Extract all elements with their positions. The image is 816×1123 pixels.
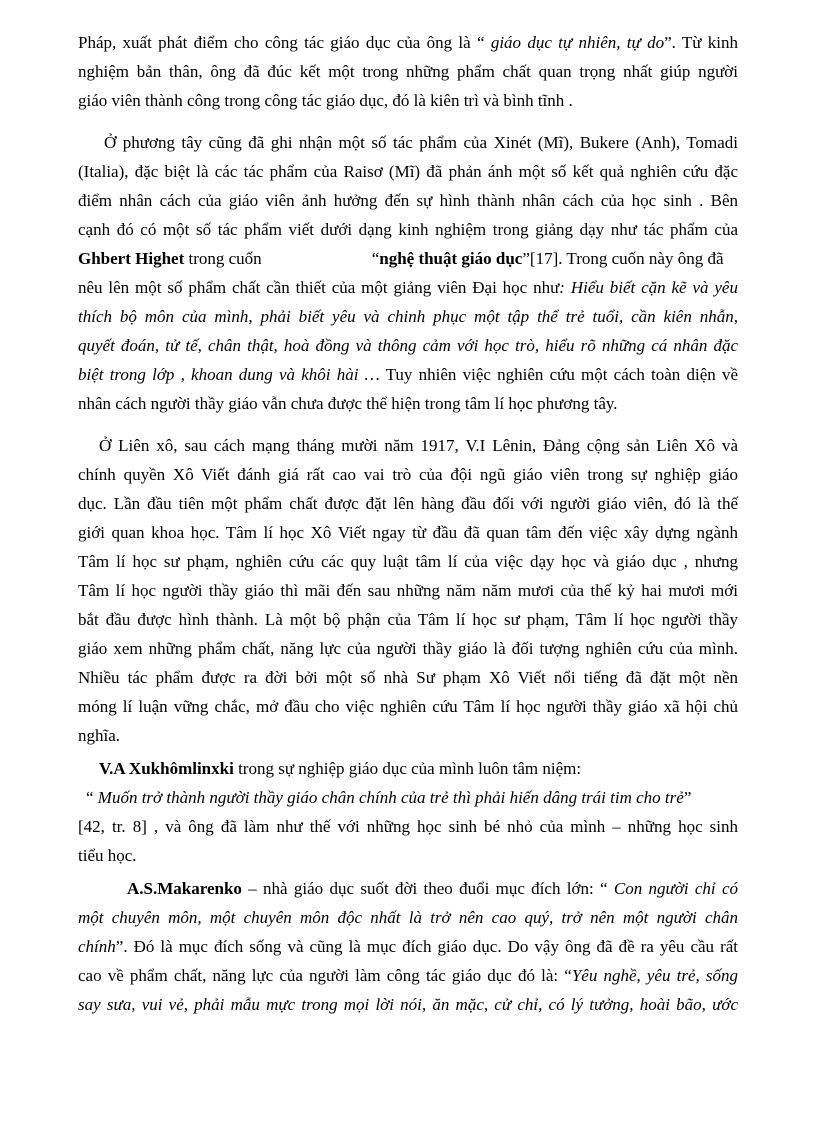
paragraph-3-line-10: móng lí luận vững chắc, mở đầu cho việc nghiên cứu Tâm lí học người thầy giáo xã hội chủ [78,697,738,716]
paragraph-2-line-2: (Italia), đặc biệt là các tác phẩm của Raisơ (Mĩ) đã phản ánh một số kết quả nghiên cứu đặc [78,162,738,181]
text-run: cao về phẩm chất, năng lực của người làm công tác giáo dục đó là: “ [78,966,572,985]
text-run: trong cuốn [184,249,262,268]
italic-quote: chính [78,937,116,956]
paragraph-3-line-3: dục. Lần đầu tiên một phẩm chất được đặt lên hàng đầu đối với người giáo viên, đó là thế [78,494,738,513]
paragraph-3-line-9: Nhiều tác phẩm được ra đời bởi một số nhà Sư phạm Xô Viết nổi tiếng đã đặt một nền [78,668,738,687]
author-name: V.A Xukhômlinxki [99,759,234,778]
paragraph-4-line-3: [42, tr. 8] , và ông đã làm như thế với những học sinh bé nhỏ của mình – những học sinh [78,817,738,836]
italic-quote: Yêu nghề, yêu trẻ, sống [571,966,739,985]
author-name: A.S.Makarenko [127,879,242,898]
paragraph-2-line-7: thích bộ môn của mình, phải biết yêu và chinh phục một tập thể trẻ tuổi, cần kiên nhẫn, [78,307,738,326]
italic-quote: Con người chỉ có [613,879,738,898]
paragraph-2-line-3: điểm nhân cách của giáo viên ảnh hưởng đến sự hình thành nhân cách của học sinh . Bên [78,191,738,210]
text-run: Tuy nhiên việc nghiên cứu một cách toàn diện về [379,365,738,384]
paragraph-4-line-4: tiểu học. [78,846,137,865]
text-run: – nhà giáo dục suốt đời theo đuổi mục đích lớn: “ [241,879,614,898]
paragraph-2-line-5 [78,245,738,273]
paragraph-2-line-4: cạnh đó có một số tác phẩm viết dưới dạng kinh nghiệm trong giảng dạy như tác phẩm của [78,220,738,239]
paragraph-3-line-1: Ở Liên xô, sau cách mạng tháng mười năm 1917, V.I Lênin, Đảng cộng sản Liên Xô và [99,436,738,455]
paragraph-1-line-1 [78,29,738,57]
paragraph-3-line-8: giáo xem những phẩm chất, năng lực của người thầy giáo là đối tượng nghiên cứu của mình. [78,639,738,658]
italic-quote: giáo dục tự nhiên, tự do [490,33,665,52]
paragraph-3-line-5: Tâm lí học sư phạm, nghiên cứu các quy luật tâm lí của việc dạy học và giáo dục , nhưng [78,552,738,571]
paragraph-2-line-8: quyết đoán, tử tế, chân thật, hoà đồng và thông cảm với học trò, hiểu rõ những cá nhân đặc [78,336,738,355]
paragraph-2-line-6 [78,274,738,302]
text-run: “ [86,788,98,807]
paragraph-5-line-3 [78,933,738,961]
paragraph-5-line-4 [78,962,738,990]
paragraph-3-line-11: nghĩa. [78,726,121,745]
text-run: trong sự nghiệp giáo dục của mình luôn tâm niệm: [233,759,582,778]
paragraph-5-line-1 [127,875,738,903]
italic-text: : Hiểu biết cặn kẽ và yêu [559,278,738,297]
paragraph-4-line-2 [86,784,738,812]
paragraph-3-line-2: chính quyền Xô Viết đánh giá rất cao vai trò của đội ngũ giáo viên trong sự nghiệp giáo [78,465,738,484]
italic-quote: Muốn trở thành người thầy giáo chân chính của trẻ thì phải hiến dâng trái tim cho trẻ [97,788,684,807]
paragraph-5-line-5: say sưa, vui vẻ, phải mẫu mực trong mọi lời nói, ăn mặc, cử chỉ, có lý tưởng, hoài bão, ước [78,995,738,1014]
text-run: Pháp, xuất phát điểm cho công tác giáo dục của ông là “ [78,33,491,52]
book-title: nghệ thuật giáo dục [379,249,523,268]
italic-text: biệt trong lớp , khoan dung và khôi hài … [78,365,380,384]
text-run: ”. Đó là mục đích sống và cũng là mục đích giáo dục. Do vậy ông đã đề ra yêu cầu rất [115,937,738,956]
paragraph-2-line-10: nhân cách người thầy giáo vẫn chưa được thể hiện trong tâm lí học phương tây. [78,394,618,413]
paragraph-3-line-4: giới quan khoa học. Tâm lí học Xô Viết ngay từ đầu đã quan tâm đến việc xây dựng ngành [78,523,738,542]
paragraph-3-line-6: Tâm lí học người thầy giáo thì mãi đến sau những năm năm mươi của thế kỷ hai mươi mới [78,581,738,600]
text-run: ”. Từ kinh [664,33,739,52]
paragraph-1-line-2: nghiệm bản thân, ông đã đúc kết một trong những phẩm chất quan trọng nhất giúp người [78,62,738,81]
paragraph-5-line-2: một chuyên môn, một chuyên môn độc nhất là trở nên cao quý, trở nên một người chân [78,908,738,927]
paragraph-2-line-9 [78,361,738,389]
paragraph-1-line-3: giáo viên thành công trong công tác giáo dục, đó là kiên trì và bình tĩnh . [78,91,573,110]
paragraph-3-line-7: bắt đầu được hình thành. Là một bộ phận của Tâm lí học sư phạm, Tâm lí học người thầy [78,610,738,629]
text-run: ”[17]. Trong cuốn này ông đã [522,249,724,268]
paragraph-4-line-1 [99,755,738,783]
author-name: Ghbert Highet [78,249,185,268]
text-run: “ [371,249,380,268]
text-run: ” [683,788,692,807]
paragraph-2-line-1: Ở phương tây cũng đã ghi nhận một số tác phẩm của Xinét (Mĩ), Bukere (Anh), Tomadi [104,133,738,152]
text-run: nêu lên một số phẩm chất cần thiết của một giảng viên Đại học như [78,278,560,297]
